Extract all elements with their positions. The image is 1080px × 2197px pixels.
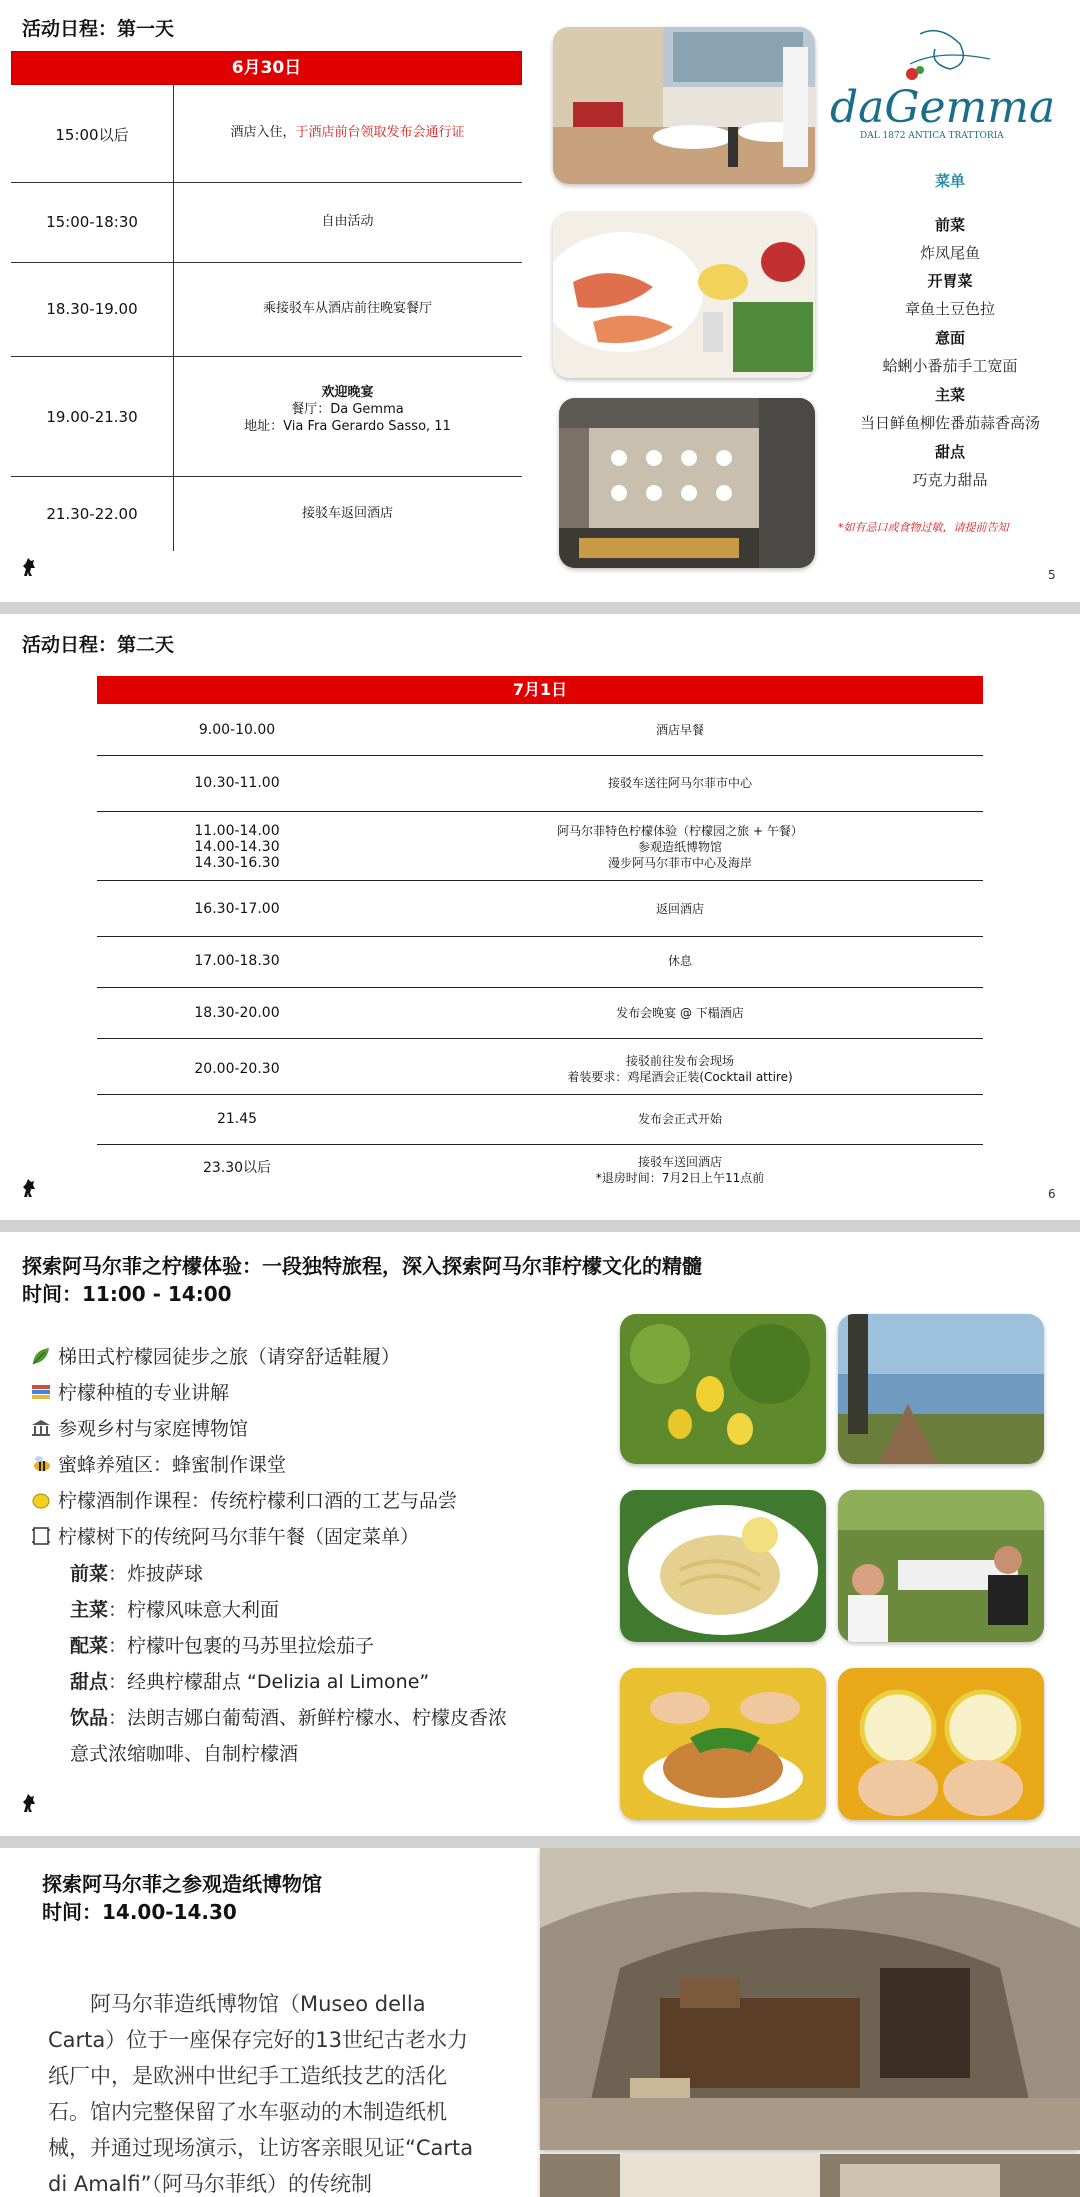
- page-number: 5: [1048, 568, 1056, 582]
- slide-day1: [0, 0, 1080, 602]
- books-icon: [30, 1382, 52, 1402]
- menu-title: 菜单: [934, 172, 965, 190]
- row-divider: [97, 880, 983, 881]
- row-divider: [97, 987, 983, 988]
- dagemma-logo: [820, 24, 1060, 144]
- paper-paragraph: 阿马尔菲造纸博物馆（Museo della Carta）位于一座保存完好的13世纪古老水力纸厂中，是欧洲中世纪手工造纸技艺的活化石。馆内完整保留了水车驱动的木制造纸机械，并通过现场演示，让访客亲眼见证“Carta di Amalfi”（阿马尔菲纸）的传统制: [48, 1992, 474, 2196]
- row-desc: 自由活动: [321, 214, 374, 229]
- menu-dish: 章鱼土豆色拉: [904, 300, 995, 318]
- row-time: 17.00-18.30: [194, 953, 280, 969]
- day2-title: 活动日程：第二天: [22, 634, 175, 656]
- lemon-grove-photo: [620, 1314, 826, 1464]
- prancing-horse-icon: [20, 1177, 38, 1199]
- menu-dish: 蛤蜊小番茄手工宽面: [882, 357, 1018, 375]
- menu-dish: 当日鲜鱼柳佐番茄蒜香高汤: [859, 414, 1040, 432]
- row-desc: 返回酒店: [655, 902, 704, 916]
- slide-paper-museum: [0, 1848, 1080, 2197]
- menu-dish: 炸凤尾鱼: [919, 244, 980, 262]
- lunch-item: 甜点：经典柠檬甜点 “Delizia al Limone”: [70, 1671, 430, 1693]
- row-time: 20.00-20.30: [194, 1061, 280, 1077]
- row-divider: [11, 476, 522, 477]
- lunch-item: 前菜：炸披萨球: [70, 1563, 204, 1585]
- lunch-item: 配菜：柠檬叶包裹的马苏里拉烩茄子: [70, 1635, 375, 1657]
- day1-date-header: 6月30日: [11, 51, 522, 85]
- row-desc: 酒店早餐: [655, 723, 704, 737]
- day2-date-header: 7月1日: [97, 676, 983, 704]
- lemon-time: 时间：11:00 - 14:00: [22, 1282, 232, 1306]
- prancing-horse-icon: [20, 1792, 38, 1814]
- restaurant-terrace-photo: [553, 27, 815, 184]
- row-desc: 接驳车送往阿马尔菲市中心: [607, 776, 752, 790]
- row-time: 15:00以后: [55, 126, 129, 144]
- menu-category: 意面: [934, 329, 965, 347]
- logo-name: daGemma: [830, 82, 1056, 133]
- row-time: 18.30-20.00: [194, 1005, 280, 1021]
- cut-lemons-photo: [838, 1668, 1044, 1820]
- day1-title: 活动日程：第一天: [22, 18, 175, 40]
- bullet-item: 参观乡村与家庭博物馆: [30, 1414, 248, 1441]
- row-time: 11.00-14.00 14.00-14.30 14.30-16.30: [194, 823, 280, 871]
- lemon-title: 探索阿马尔菲之柠檬体验：一段独特旅程，深入探索阿马尔菲柠檬文化的精髓: [22, 1254, 702, 1278]
- museum-icon: [30, 1418, 52, 1438]
- row-desc: 发布会正式开始: [637, 1112, 722, 1126]
- menu-category: 前菜: [934, 216, 965, 234]
- paper-time: 时间：14.00-14.30: [42, 1900, 237, 1924]
- row-time: 23.30以后: [202, 1160, 272, 1176]
- leaf-icon: [30, 1346, 52, 1366]
- restaurant-street-photo: [559, 398, 815, 568]
- row-desc: 接驳车送回酒店 *退房时间：7月2日上午11点前: [595, 1155, 765, 1185]
- row-time: 16.30-17.00: [194, 901, 280, 917]
- row-time: 10.30-11.00: [194, 775, 280, 791]
- menu-dish: 巧克力甜品: [912, 471, 988, 489]
- menu-category: 甜点: [934, 443, 965, 461]
- bullet-item: 蜜蜂养殖区：蜂蜜制作课堂: [30, 1450, 286, 1477]
- row-desc: 欢迎晚宴 餐厅：Da Gemma 地址：Via Fra Gerardo Sasso, 11: [244, 385, 451, 434]
- lemon-pasta-photo: [620, 1490, 826, 1642]
- lunch-item: 饮品：法朗吉娜白葡萄酒、新鲜柠檬水、柠檬皮香浓: [70, 1707, 508, 1729]
- paper-title: 探索阿马尔菲之参观造纸博物馆: [42, 1872, 322, 1896]
- coast-terrace-photo: [838, 1314, 1044, 1464]
- row-desc: 接驳车返回酒店: [301, 506, 393, 521]
- paper-sheets-photo: [540, 2154, 1080, 2197]
- row-divider: [11, 356, 522, 357]
- row-desc: 阿马尔菲特色柠檬体验（柠檬园之旅 + 午餐） 参观造纸博物馆 漫步阿马尔菲市中心及海岸: [557, 824, 803, 870]
- row-divider: [97, 755, 983, 756]
- row-divider: [97, 1038, 983, 1039]
- outdoor-lunch-photo: [838, 1490, 1044, 1642]
- menu-category: 开胃菜: [927, 272, 973, 290]
- slide-day2: [0, 614, 1080, 1220]
- bullet-item: 梯田式柠檬园徒步之旅（请穿舒适鞋履）: [30, 1342, 400, 1369]
- menu-category: 主菜: [934, 386, 965, 404]
- paper-mill-photo: [540, 1848, 1080, 2150]
- row-time: 21.30-22.00: [46, 505, 138, 523]
- slide-lemon-experience: [0, 1232, 1080, 1836]
- logo-sub: DAL 1872 ANTICA TRATTORIA: [860, 131, 1004, 141]
- page-number: 6: [1048, 1187, 1056, 1201]
- lemon-icon: [30, 1490, 52, 1510]
- menu-card-icon: [30, 1526, 52, 1546]
- bee-icon: [30, 1454, 52, 1474]
- bullet-item: 柠檬树下的传统阿马尔菲午餐（固定菜单）: [30, 1522, 419, 1549]
- lunch-item: 主菜：柠檬风味意大利面: [70, 1599, 280, 1621]
- bullet-item: 柠檬酒制作课程：传统柠檬利口酒的工艺与品尝: [30, 1486, 457, 1513]
- row-divider: [11, 182, 522, 183]
- row-divider: [97, 1094, 983, 1095]
- row-desc: 乘接驳车从酒店前往晚宴餐厅: [262, 301, 432, 316]
- row-time: 9.00-10.00: [198, 722, 276, 738]
- table-divider: [173, 85, 174, 551]
- lemon-dessert-photo: [620, 1668, 826, 1820]
- row-divider: [97, 1144, 983, 1145]
- row-desc: 发布会晚宴 @ 下榻酒店: [616, 1006, 744, 1020]
- row-divider: [97, 936, 983, 937]
- lunch-item-cont: 意式浓缩咖啡、自制柠檬酒: [70, 1743, 299, 1765]
- seafood-plate-photo: [553, 212, 815, 378]
- row-desc: 休息: [667, 954, 692, 968]
- row-time: 19.00-21.30: [46, 408, 138, 426]
- row-time: 21.45: [216, 1111, 258, 1127]
- row-time: 15:00-18:30: [46, 213, 138, 231]
- row-desc: 酒店入住，于酒店前台领取发布会通行证: [230, 125, 465, 140]
- menu-note: *如有忌口或食物过敏，请提前告知: [838, 521, 1009, 534]
- row-time: 18.30-19.00: [46, 300, 138, 318]
- row-desc: 接驳前往发布会现场 着装要求：鸡尾酒会正装(Cocktail attire): [567, 1054, 793, 1084]
- row-divider: [11, 262, 522, 263]
- row-divider: [97, 811, 983, 812]
- prancing-horse-icon: [20, 556, 38, 578]
- bullet-item: 柠檬种植的专业讲解: [30, 1378, 229, 1405]
